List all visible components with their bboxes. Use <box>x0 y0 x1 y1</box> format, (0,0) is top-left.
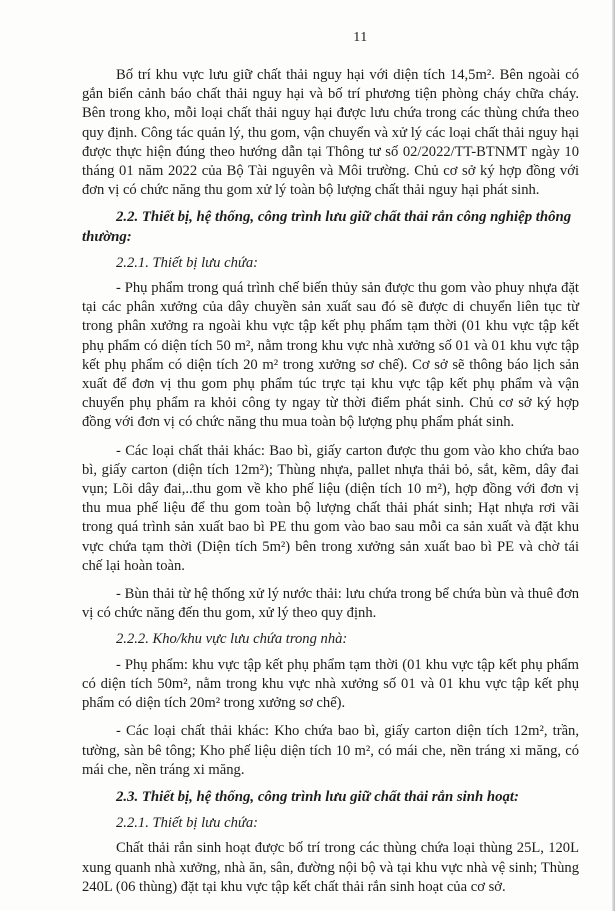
paragraph-storage-other-waste: - Các loại chất thải khác: Kho chứa bao bì, giấy carton diện tích 12m², trần, tường, sàn bê tông; Kho phế liệu diện tích 10 m², có mái che, nền tráng xi măng, có mái che, nền tráng xi măng. <box>82 723 579 778</box>
paragraph-hazardous-waste-storage: Bố trí khu vực lưu giữ chất thải nguy hại với diện tích 14,5m². Bên ngoài có gắn biển cảnh báo chất thải nguy hại và bố trí phương tiện phòng cháy chữa cháy. Bên trong kho, mỗi loại chất thải nguy hại được lưu chứa trong các thùng chứa theo quy định. Công tác quản lý, thu gom, vận chuyển và xử lý các loại chất thải nguy hại được thực hiện đúng theo hướng dẫn tại Thông tư số 02/2022/TT-BTNMT ngày 10 tháng 01 năm 2022 của Bộ Tài nguyên và Môi trường. Chủ cơ sở ký hợp đồng với đơn vị có chức năng thu gom xử lý toàn bộ lượng chất thải nguy hại phát sinh. <box>82 67 579 199</box>
heading-2-2-1: 2.2.1. Thiết bị lưu chứa: <box>116 254 258 271</box>
paragraph-storage-by-products: - Phụ phẩm: khu vực tập kết phụ phẩm tạm thời (01 khu vực tập kết phụ phẩm có diện tích 50m², nằm trong khu vực nhà xưởng số 01 và 01 khu vực tập kết phụ phẩm có diện tích 20m² trong xưởng sơ chế). <box>82 656 579 712</box>
heading-2-2-2: 2.2.2. Kho/khu vực lưu chứa trong nhà: <box>116 631 348 648</box>
page-number: 11 <box>353 30 368 45</box>
paragraph-domestic-waste: Chất thải rắn sinh hoạt được bố trí trong các thùng chứa loại thùng 25L, 120L xung quanh nhà xưởng, nhà ăn, sân, đường nội bộ và tại khu vực nhà vệ sinh; Thùng 240L (06 thùng) đặt tại khu vực tập kết chất thải rắn sinh hoạt của cơ sở. <box>82 840 579 895</box>
heading-2-2: 2.2. Thiết bị, hệ thống, công trình lưu giữ chất thải rắn công nghiệp thông thường: <box>82 209 572 245</box>
paragraph-sludge: - Bùn thải từ hệ thống xử lý nước thải: lưu chứa trong bể chứa bùn và thuê đơn vị có chức năng đến thu gom, xử lý theo quy định. <box>82 586 579 622</box>
heading-2-2-1-domestic: 2.2.1. Thiết bị lưu chứa: <box>116 815 258 832</box>
heading-2-3: 2.3. Thiết bị, hệ thống, công trình lưu giữ chất thải rắn sinh hoạt: <box>116 788 519 805</box>
paragraph-other-waste: - Các loại chất thải khác: Bao bì, giấy carton được thu gom vào kho chứa bao bì, giấy carton (diện tích 12m²); Thùng nhựa, pallet nhựa thải bỏ, sắt, kẽm, dây đai vụn; Lõi dây đai,..thu gom về kho phế liệu (diện tích 10 m²), hợp đồng với đơn vị thu mua phế liệu để thu gom toàn bộ lượng chất thải phát sinh; Hạt nhựa rơi vãi trong quá trình sản xuất bao bì PE thu gom vào bao sau mỗi ca sản xuất và đặt khu vực chứa tạm thời (Diện tích 5m²) bên trong xưởng sản xuất bao bì PE và chờ tái chế lại hoàn toàn. <box>82 442 579 574</box>
paragraph-by-products: - Phụ phẩm trong quá trình chế biến thủy sản được thu gom vào phuy nhựa đặt tại các phân xưởng của dây chuyền sản xuất sau đó sẽ được di chuyển liên tục từ trong phân xưởng ra ngoài khu vực tập kết phụ phẩm tạm thời (01 khu vực tập kết phụ phẩm có diện tích 50 m², nằm trong khu vực nhà xưởng số 01 và 01 khu vực tập kết phụ phẩm có diện tích 20 m² trong xưởng sơ chế). Cơ sở sẽ thông báo lịch sản xuất để đơn vị thu gom phụ phẩm túc trực tại khu vực tập kết phụ phẩm và vận chuyển phụ phẩm ra khỏi công ty ngay từ thời điểm phát sinh. Chủ cơ sở ký hợp đồng với đơn vị có chức năng thu mua toàn bộ lượng phụ phẩm phát sinh. <box>82 280 579 431</box>
